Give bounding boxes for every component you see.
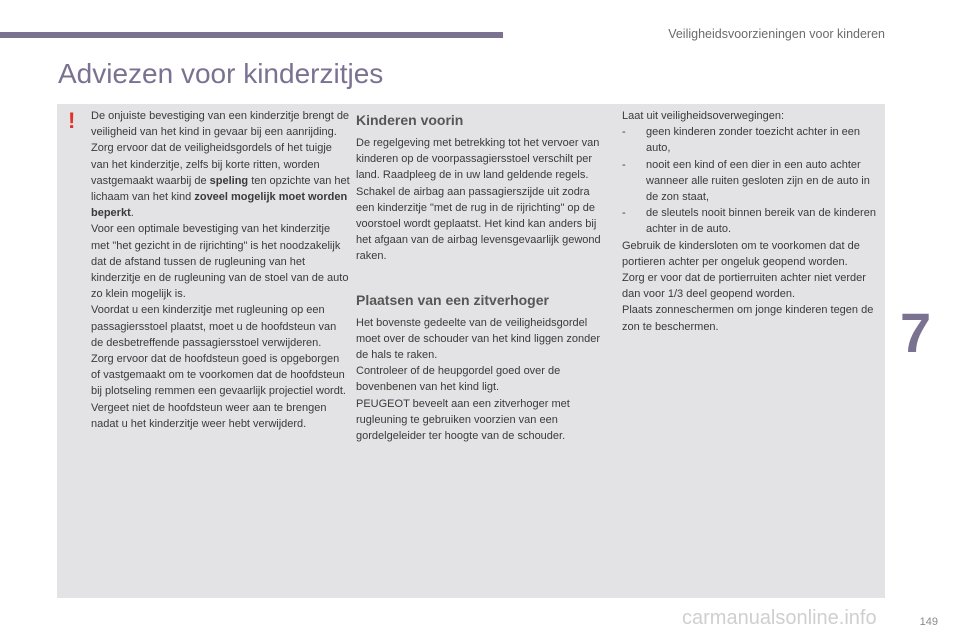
- warning-icon: !: [68, 108, 76, 133]
- paragraph: De regelgeving met betrekking tot het vervoer van kinderen op de voorpassagiersstoel verschilt per land. Raadpleeg de in uw land geldende regels.: [356, 137, 600, 182]
- paragraph: Schakel de airbag aan passagierszijde uit zodra een kinderzitje "met de rug in de rijrichting" op de voorstoel wordt geplaatst. Het kind kan anders bij het afgaan van de airbag levensgevaarlijk gewond raken.: [356, 185, 601, 263]
- paragraph: Voordat u een kinderzitje met rugleuning op een passagiersstoel plaatst, moet u de hoofdsteun van de desbetreffende passagiersstoel verwijderen.: [91, 304, 337, 349]
- paragraph: Zorg er voor dat de portierruiten achter niet verder dan voor 1/3 deel geopend worden.: [622, 272, 866, 301]
- paragraph: Voor een optimale bevestiging van het kinderzitje met "het gezicht in de rijrichting" is het noodzakelijk dat de afstand tussen de rugleuning van het kinderzitje en de rugleuning van de stoel van de auto zo klein mogelijk is.: [91, 223, 349, 301]
- page-number: 149: [919, 616, 938, 628]
- section-heading: Plaatsen van een zitverhoger: [356, 291, 549, 308]
- chapter-number: 7: [900, 301, 932, 364]
- paragraph: Gebruik de kindersloten om te voorkomen dat de portieren achter per ongeluk geopend worden.: [622, 239, 860, 268]
- section-heading: Kinderen voorin: [356, 112, 464, 128]
- paragraph: Het bovenste gedeelte van de veiligheidsgordel moet over de schouder van het kind liggen zonder de hals te raken.: [356, 316, 600, 362]
- paragraph: Laat uit veiligheidsoverwegingen:: [622, 110, 785, 122]
- right-column: [622, 108, 880, 335]
- paragraph: Controleer of de heupgordel goed over de bovenbenen van het kind ligt.: [356, 365, 561, 394]
- paragraph: Vergeet niet de hoofdsteun weer aan te brengen nadat u het kinderzitje weer hebt verwijderd.: [91, 401, 327, 430]
- warning-column: [91, 108, 351, 432]
- watermark: carmanualsonline.info: [682, 607, 877, 629]
- header-accent-bar: [0, 32, 503, 38]
- middle-column: [356, 108, 610, 444]
- list-item: - nooit een kind of een dier in een auto achter wanneer alle ruiten gesloten zijn en de auto in de zon staat,: [622, 158, 870, 204]
- list-item: - geen kinderen zonder toezicht achter in een auto,: [622, 126, 861, 155]
- paragraph: PEUGEOT beveelt aan een zitverhoger met rugleuning te gebruiken voorzien van een gordelgeleider ter hoogte van de schouder.: [356, 397, 570, 443]
- paragraph: De onjuiste bevestiging van een kinderzitje brengt de veiligheid van het kind in gevaar bij een aanrijding.: [91, 110, 350, 139]
- section-header: Veiligheidsvoorzieningen voor kinderen: [668, 27, 885, 41]
- paragraph: Plaats zonneschermen om jonge kinderen tegen de zon te beschermen.: [622, 304, 874, 333]
- list-item: - de sleutels nooit binnen bereik van de kinderen achter in de auto.: [622, 207, 876, 236]
- paragraph: Zorg ervoor dat de veiligheidsgordels of het tuigje van het kinderzitje, zelfs bij korte ritten, worden vastgemaakt waarbij de speling ten opzichte van het lichaam van het kind zoveel mogelijk moet worden beperkt.: [91, 142, 350, 220]
- page-title: Adviezen voor kinderzitjes: [58, 58, 384, 89]
- paragraph: Zorg ervoor dat de hoofdsteun goed is opgeborgen of vastgemaakt om te voorkomen dat de hoofdsteun bij plotseling remmen een gevaarlijk projectiel wordt.: [91, 353, 346, 398]
